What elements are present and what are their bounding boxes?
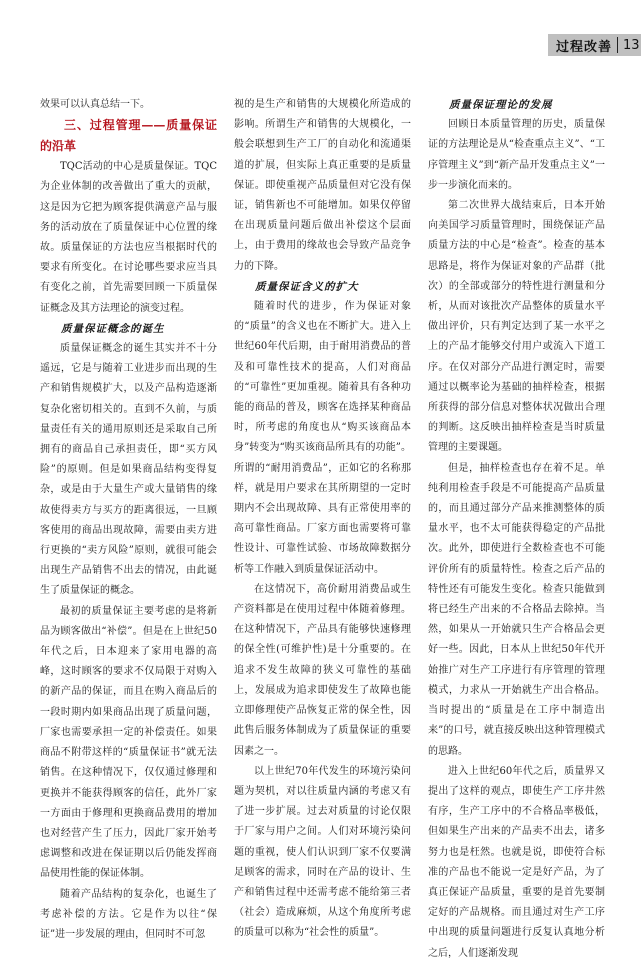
paragraph: 但是，抽样检查也存在着不足。单纯利用检查手段是不可能提高产品质量的，而且通过部分产品来推测整体的质量水平，也不太可能获得稳定的产品批次。此外，即使进行全数检查也不可能评价所有的质量特性。检查之后产品的特性还有可能发生变化。检查只能做到将已经生产出来的不合格品去除掉。当然，如果从一开始就只生产合格品会更好一些。因此，日本从上世纪50年代开始推广对生产工序进行有序管理的管理模式，力求从一开始就生产出合格品。当时提出的“质量是在工序中制造出来”的口号，就直接反映出这种管理模式的思路。 <box>428 462 605 757</box>
paragraph: 随着时代的进步，作为保证对象的“质量”的含义也在不断扩大。进入上世纪60年代后期，由于耐用消费品的普及和可靠性技术的提高，人们对商品的“可靠性”更加重视。随着具有各种功能的商品的普及，顾客在选择某种商品时，所考虑的角度也从“购买该商品本身”转变为“购买该商品所具有的功能”。所谓的“耐用消费品”，正如它的名称那样，就是用户要求在其所期望的一定时期内不会出现故障、具有正常使用率的高可靠性商品。厂家方面也需要将可靠性设计、可靠性试验、市场故障数据分析等工作融入到质量保证活动中。 <box>234 301 411 575</box>
text-column-3 <box>428 95 605 964</box>
paragraph: 质量保证概念的诞生其实并不十分遥远，它是与随着工业进步而出现的生产和销售规模扩大，以及产品构造逐渐复杂化密切相关的。直到不久前，与质量责任有关的通用原则还是采取自己所拥有的商品自己承担责任，即“买方风险”的原则。但是如果商品结构变得复杂，或是由于大量生产或大量销售的缘故使得卖方与买方的距离很远，一旦顾客使用的商品出现故障，需要由卖方进行更换的“卖方风险”原则，就很可能会出现生产品销售不出去的情况，由此诞生了质量保证的概念。 <box>40 343 217 597</box>
paragraph: TQC活动的中心是质量保证。TQC为企业体制的改善做出了重大的贡献，这是因为它把为顾客提供满意产品与服务的活动放在了质量保证中心位置的缘故。质量保证的方法也应当根据时代的要求有所变化。在讨论哪些要求应当具有变化之前，首先需要回顾一下质量保证概念及其方法理论的演变过程。 <box>40 161 217 314</box>
subsection-heading: 质量保证含义的扩大 <box>255 280 359 293</box>
paragraph: 效果可以认真总结一下。 <box>40 99 150 110</box>
section-heading: 三、过程管理——质量保证的沿革 <box>40 118 217 154</box>
paragraph: 在这情况下，高价耐用消费品或生产资料都是在使用过程中体随着修理。在这种情况下，产品具有能够快速修理的保全性(可维护性)是十分重要的。在追求不发生故障的狭义可靠性的基础上，发展成为追求即使发生了故障也能立即修理使产品恢复正常的保全性，因此售后服务体制成为了质量保证的重要因素之一。 <box>234 583 411 757</box>
paragraph: 以上世纪70年代发生的环境污染问题为契机，对以往质量内涵的考虑又有了进一步扩展。过去对质量的讨论仅限于厂家与用户之间。人们对环境污染问题的重视，使人们认识到厂家不仅要满足顾客的需求，同时在产品的设计、生产和销售过程中还需考虑不能给第三者（社会）造成麻烦，从这个角度所考虑的质量可以称为“社会性的质量”。 <box>234 765 411 939</box>
header-divider <box>617 37 618 53</box>
paragraph: 第二次世界大战结束后，日本开始向美国学习质量管理时，围绕保证产品质量方法的中心是“检查”。检查的基本思路是，将作为保证对象的产品群（批次）的全部或部分的特性进行测量和分析，从而对该批次产品整体的质量水平做出评价，只有判定达到了某一水平之上的产品才能够交付用户或流入下道工序。在仅对部分产品进行测定时，需要通过以概率论为基础的抽样检查，根据所获得的部分信息对整体状况做出合理的判断。这反映出抽样检查是当时质量管理的主要课题。 <box>428 200 605 454</box>
paragraph: 回顾日本质量管理的历史，质量保证的方法理论是从“检查重点主义”、“工序管理主义”到“新产品开发重点主义”一步一步演化而来的。 <box>428 119 605 191</box>
paragraph: 最初的质量保证主要考虑的是将新品为顾客做出“补偿”。但是在上世纪50年代之后，日本迎来了家用电器的高峰，这时顾客的要求不仅局限于对购入的新产品的保证，而且在购入商品后的一段时期内如果商品出现了质量问题，厂家也需要承担一定的补偿责任。如果商品不附带这样的“质量保证书”就无法销售。在这种情况下，仅仅通过修理和更换并不能获得顾客的信任，此外厂家一方面由于修理和更换商品费用的增加也对经营产生了压力，因此厂家开始考虑调整和改进在保证期以后仍能发挥商品使用性能的保证体制。 <box>40 605 217 880</box>
subsection-heading: 质量保证理论的发展 <box>449 99 553 111</box>
paragraph: 视的是生产和销售的大规模化所造成的影响。所谓生产和销售的大规模化，一般会联想到生产工厂的自动化和流通渠道的扩展，但实际上真正重要的是质量保证。即使重视产品质量但对它没有保证，销售新也不可能增加。如果仅停留在出现质量问题后做出补偿这个层面上，由于费用的缘故也会导致产品竞争力的下降。 <box>234 99 411 272</box>
paragraph: 进入上世纪60年代之后，质量界又提出了这样的观点，即使生产工序井然有序，生产工序中的不合格品率极低，但如果生产出来的产品卖不出去，诸多努力也是枉然。也就是说，即使符合标准的产品也不能说一定是好产品，为了真正保证产品质量，重要的是首先要制定好的产品规格。而且通过对生产工序中出现的质量问题进行反复认真地分析之后，人们逐渐发现 <box>428 765 605 959</box>
page-number: 13 <box>623 37 640 53</box>
text-column-2 <box>234 95 411 944</box>
running-title: 过程改善 <box>556 39 613 55</box>
paragraph: 随着产品结构的复杂化，也诞生了考虑补偿的方法。它是作为以往“保证”进一步发展的理由，但同时不可忽 <box>40 888 217 940</box>
subsection-heading: 质量保证概念的诞生 <box>61 322 165 335</box>
text-column-1 <box>40 95 217 945</box>
page-header <box>548 34 641 56</box>
